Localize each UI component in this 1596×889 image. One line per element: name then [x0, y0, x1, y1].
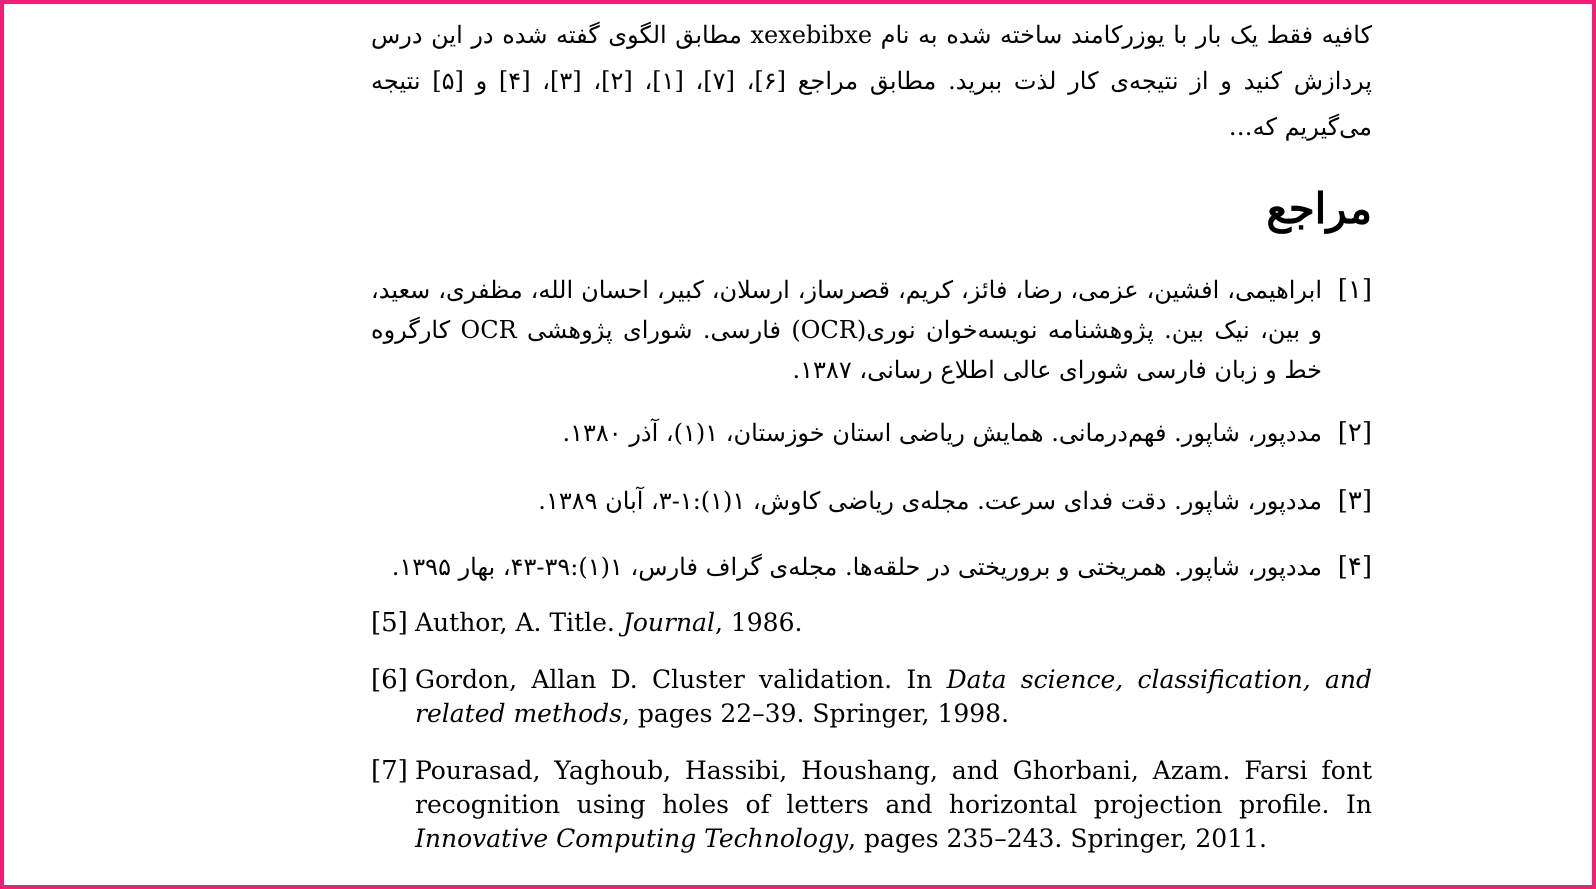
intro-paragraph: کافیه فقط یک بار با یوزرکامند ساخته شده به نام xexebibxe مطابق الگوی گفته شده در این درس پردازش کنید و از نتیجه‌ی کار لذت ببرید. مطابق مراجع [۶]، [۷]، [۱]، [۲]، [۳]، [۴] و [۵] نتیجه می‌گیریم که… [371, 21, 1373, 141]
reference-text: مددپور، شاپور. دقت فدای سرعت. مجله‌ی ریاضی کاوش، ۱(۱):۱-۳، آبان ۱۳۸۹. [538, 487, 1322, 515]
reference-text [415, 663, 1372, 731]
reference-number: [۳] [1337, 486, 1372, 516]
reference-text-start: Author, A. Title. [415, 608, 623, 637]
reference-item-6 [371, 663, 1372, 731]
reference-item-5 [371, 606, 1372, 640]
reference-text [415, 754, 1372, 856]
reference-book-title: Innovative Computing Technology [415, 824, 849, 853]
document-page [371, 4, 1372, 889]
reference-journal-title: Journal [622, 608, 715, 637]
reference-number: [۱] [1337, 275, 1372, 305]
reference-number: [6] [371, 665, 408, 695]
reference-text-start: Pourasad, Yaghoub, Hassibi, Houshang, and Ghorbani, Azam. Farsi font recognition using holes of letters and horizontal projection profile. In [415, 756, 1372, 819]
reference-text-start: Gordon, Allan D. Cluster validation. In [415, 665, 947, 694]
reference-text-end: , pages 22–39. Springer, 1998. [621, 699, 1010, 728]
reference-number: [7] [371, 756, 408, 786]
reference-item-2 [371, 413, 1372, 453]
reference-number: [۴] [1337, 552, 1372, 582]
reference-number: [۲] [1337, 418, 1372, 448]
references-heading: مراجع [1266, 184, 1372, 233]
reference-book-title: Data science, classification, and related methods [415, 665, 1372, 728]
reference-text [415, 606, 1372, 640]
reference-item-1 [371, 270, 1372, 390]
reference-text-end: , 1986. [714, 608, 803, 637]
reference-text-end: , pages 235–243. Springer, 2011. [848, 824, 1267, 853]
reference-item-4 [371, 547, 1372, 587]
reference-number: [5] [371, 608, 408, 638]
reference-item-7 [371, 754, 1372, 856]
reference-text: مددپور، شاپور. فهم‌درمانی. همایش ریاضی استان خوزستان، ۱(۱)، آذر ۱۳۸۰. [562, 419, 1322, 447]
reference-text: ابراهیمی، افشین، عزمی، رضا، فائز، کریم، قصرساز، ارسلان، کبیر، احسان الله، مظفری، سعید، و بین، نیک بین. پژوهشنامه نویسه‌خوان نوری(OCR) فارسی. شورای پژوهشی OCR کارگروه خط و زبان فارسی شورای عالی اطلاع رسانی، ۱۳۸۷. [371, 276, 1322, 384]
reference-text: مددپور، شاپور. همریختی و بروریختی در حلقه‌ها. مجله‌ی گراف فارس، ۱(۱):۳۹-۴۳، بهار ۱۳۹۵. [391, 553, 1322, 581]
reference-item-3 [371, 481, 1372, 521]
